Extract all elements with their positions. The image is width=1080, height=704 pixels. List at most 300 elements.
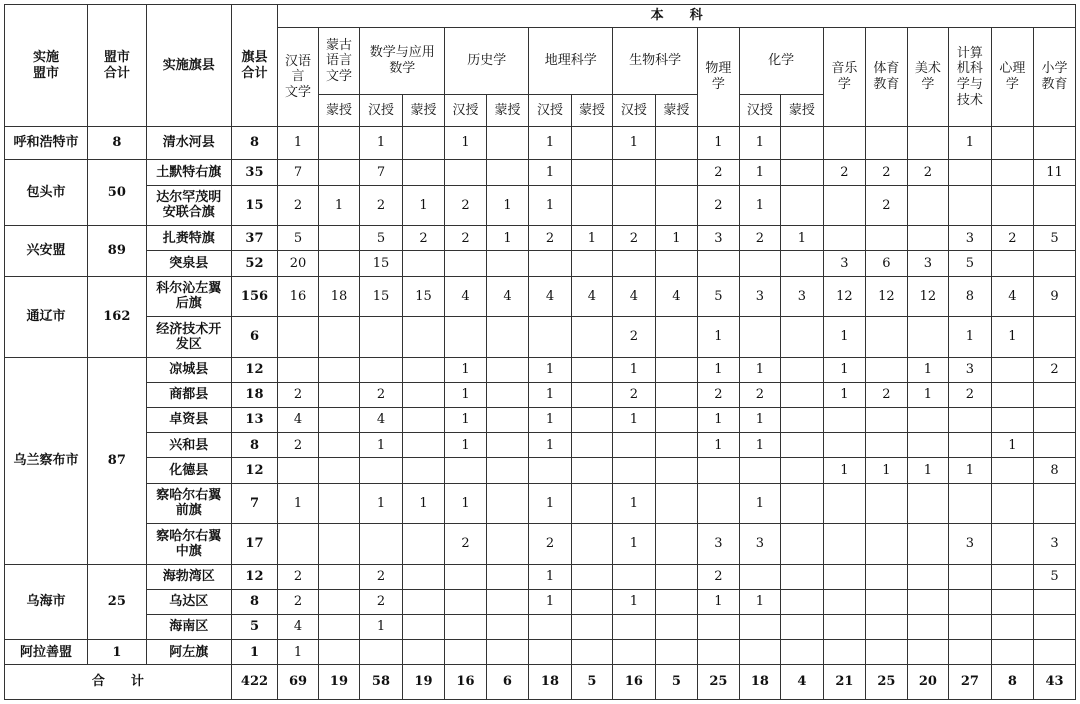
value-cell	[318, 251, 359, 276]
value-cell	[486, 615, 529, 640]
county-total-cell: 8	[231, 433, 278, 458]
header-benke: 本 科	[278, 5, 1076, 28]
value-cell	[991, 640, 1034, 665]
total-value-cell: 18	[529, 665, 572, 700]
value-cell	[823, 226, 866, 251]
total-value-cell: 27	[949, 665, 992, 700]
value-cell	[1034, 483, 1076, 524]
value-cell	[655, 383, 698, 408]
value-cell	[949, 565, 992, 590]
county-cell: 突泉县	[146, 251, 231, 276]
value-cell	[360, 640, 403, 665]
value-cell	[823, 127, 866, 160]
value-cell	[571, 358, 612, 383]
value-cell	[613, 458, 656, 483]
value-cell	[1034, 408, 1076, 433]
value-cell: 1	[781, 226, 824, 251]
sub-han: 汉授	[445, 95, 486, 127]
value-cell	[907, 565, 948, 590]
value-cell	[318, 615, 359, 640]
value-cell	[866, 524, 907, 565]
value-cell	[402, 127, 445, 160]
total-value-cell: 16	[613, 665, 656, 700]
value-cell: 12	[866, 276, 907, 317]
value-cell	[866, 408, 907, 433]
value-cell	[781, 590, 824, 615]
county-cell: 科尔沁左翼 后旗	[146, 276, 231, 317]
value-cell	[866, 590, 907, 615]
header-cs: 计算 机科 学与 技术	[949, 28, 992, 127]
value-cell	[402, 524, 445, 565]
value-cell	[529, 615, 572, 640]
league-cell: 呼和浩特市	[5, 127, 88, 160]
county-total-cell: 12	[231, 565, 278, 590]
league-cell: 阿拉善盟	[5, 640, 88, 665]
total-value-cell: 69	[278, 665, 318, 700]
value-cell	[318, 383, 359, 408]
value-cell: 1	[698, 358, 739, 383]
value-cell: 2	[529, 524, 572, 565]
value-cell: 2	[613, 383, 656, 408]
value-cell: 2	[613, 226, 656, 251]
value-cell: 1	[445, 483, 486, 524]
value-cell	[823, 565, 866, 590]
table-row	[5, 317, 1076, 358]
county-total-cell: 13	[231, 408, 278, 433]
county-cell: 清水河县	[146, 127, 231, 160]
value-cell	[613, 160, 656, 185]
value-cell	[949, 640, 992, 665]
value-cell: 1	[571, 226, 612, 251]
value-cell	[360, 358, 403, 383]
value-cell: 1	[739, 433, 780, 458]
county-total-cell: 18	[231, 383, 278, 408]
header-league-total-text: 盟市 合计	[103, 49, 130, 81]
value-cell	[655, 127, 698, 160]
county-total-cell: 8	[231, 127, 278, 160]
value-cell	[571, 433, 612, 458]
county-total-cell: 52	[231, 251, 278, 276]
value-cell: 2	[360, 383, 403, 408]
value-cell	[486, 127, 529, 160]
value-cell	[739, 565, 780, 590]
value-cell: 2	[698, 185, 739, 226]
county-cell: 卓资县	[146, 408, 231, 433]
value-cell	[907, 590, 948, 615]
value-cell	[907, 408, 948, 433]
value-cell: 2	[360, 590, 403, 615]
value-cell	[445, 565, 486, 590]
table-row	[5, 433, 1076, 458]
value-cell	[613, 433, 656, 458]
value-cell	[613, 615, 656, 640]
value-cell	[529, 640, 572, 665]
value-cell	[907, 483, 948, 524]
county-total-cell: 15	[231, 185, 278, 226]
value-cell	[571, 483, 612, 524]
county-cell: 乌达区	[146, 590, 231, 615]
total-value-cell: 6	[486, 665, 529, 700]
value-cell	[529, 251, 572, 276]
value-cell: 1	[360, 615, 403, 640]
value-cell: 1	[360, 483, 403, 524]
value-cell: 1	[655, 226, 698, 251]
value-cell	[655, 615, 698, 640]
value-cell	[1034, 127, 1076, 160]
value-cell	[781, 317, 824, 358]
table-row	[5, 590, 1076, 615]
value-cell	[991, 524, 1034, 565]
value-cell	[571, 383, 612, 408]
header-music: 音乐 学	[823, 28, 866, 127]
value-cell: 8	[949, 276, 992, 317]
value-cell: 1	[278, 483, 318, 524]
value-cell	[991, 615, 1034, 640]
value-cell	[698, 483, 739, 524]
table-body	[5, 127, 1076, 700]
header-chem: 化学	[739, 28, 823, 95]
total-value-cell: 20	[907, 665, 948, 700]
value-cell	[823, 524, 866, 565]
value-cell: 1	[739, 160, 780, 185]
value-cell: 1	[823, 458, 866, 483]
value-cell	[991, 565, 1034, 590]
value-cell	[991, 383, 1034, 408]
value-cell: 1	[529, 565, 572, 590]
value-cell: 1	[486, 226, 529, 251]
table-row	[5, 408, 1076, 433]
value-cell: 2	[907, 160, 948, 185]
value-cell	[318, 226, 359, 251]
value-cell: 2	[991, 226, 1034, 251]
value-cell	[571, 408, 612, 433]
value-cell: 2	[823, 160, 866, 185]
value-cell: 1	[949, 458, 992, 483]
value-cell	[907, 524, 948, 565]
value-cell: 1	[698, 408, 739, 433]
value-cell: 4	[445, 276, 486, 317]
value-cell: 15	[360, 276, 403, 317]
total-row	[5, 665, 1076, 700]
table-row	[5, 565, 1076, 590]
value-cell: 2	[1034, 358, 1076, 383]
value-cell: 5	[278, 226, 318, 251]
value-cell	[907, 640, 948, 665]
header-psy: 心理 学	[991, 28, 1034, 127]
county-cell: 凉城县	[146, 358, 231, 383]
value-cell	[907, 127, 948, 160]
value-cell	[991, 408, 1034, 433]
value-cell	[655, 408, 698, 433]
value-cell: 12	[823, 276, 866, 317]
county-total-cell: 5	[231, 615, 278, 640]
value-cell	[781, 640, 824, 665]
county-total-cell: 35	[231, 160, 278, 185]
value-cell	[739, 640, 780, 665]
value-cell: 1	[698, 433, 739, 458]
value-cell: 1	[360, 433, 403, 458]
value-cell: 2	[278, 185, 318, 226]
header-art: 美术 学	[907, 28, 948, 127]
county-cell: 海勃湾区	[146, 565, 231, 590]
value-cell	[486, 317, 529, 358]
value-cell: 1	[698, 590, 739, 615]
header-history: 历史学	[445, 28, 529, 95]
value-cell: 4	[360, 408, 403, 433]
value-cell	[698, 640, 739, 665]
value-cell: 15	[360, 251, 403, 276]
value-cell	[655, 317, 698, 358]
league-total-cell: 162	[87, 276, 146, 358]
table-row	[5, 358, 1076, 383]
league-total-cell: 89	[87, 226, 146, 276]
value-cell: 1	[529, 433, 572, 458]
value-cell: 2	[866, 160, 907, 185]
value-cell: 3	[907, 251, 948, 276]
league-total-cell: 87	[87, 358, 146, 565]
county-total-cell: 8	[231, 590, 278, 615]
value-cell	[318, 127, 359, 160]
county-cell: 阿左旗	[146, 640, 231, 665]
value-cell: 2	[278, 590, 318, 615]
value-cell	[613, 565, 656, 590]
value-cell	[866, 433, 907, 458]
table-row	[5, 458, 1076, 483]
value-cell: 1	[360, 127, 403, 160]
value-cell: 1	[613, 358, 656, 383]
county-cell: 扎赉特旗	[146, 226, 231, 251]
value-cell	[571, 524, 612, 565]
value-cell: 1	[445, 127, 486, 160]
value-cell	[445, 615, 486, 640]
value-cell	[402, 160, 445, 185]
value-cell	[739, 615, 780, 640]
county-cell: 海南区	[146, 615, 231, 640]
value-cell: 16	[278, 276, 318, 317]
value-cell	[278, 317, 318, 358]
value-cell: 1	[907, 383, 948, 408]
table-row	[5, 383, 1076, 408]
value-cell: 1	[445, 383, 486, 408]
value-cell	[278, 524, 318, 565]
value-cell: 5	[1034, 565, 1076, 590]
value-cell	[781, 358, 824, 383]
value-cell	[1034, 615, 1076, 640]
value-cell	[318, 483, 359, 524]
header-mengyu: 蒙古 语言 文学	[318, 28, 359, 95]
value-cell	[866, 483, 907, 524]
value-cell	[949, 185, 992, 226]
value-cell: 1	[739, 408, 780, 433]
value-cell	[655, 251, 698, 276]
header-math: 数学与应用 数学	[360, 28, 445, 95]
total-value-cell: 8	[991, 665, 1034, 700]
league-total-cell: 8	[87, 127, 146, 160]
value-cell: 1	[613, 408, 656, 433]
value-cell	[1034, 383, 1076, 408]
value-cell: 18	[318, 276, 359, 317]
value-cell	[1034, 185, 1076, 226]
value-cell	[823, 640, 866, 665]
value-cell	[318, 458, 359, 483]
total-value-cell: 18	[739, 665, 780, 700]
value-cell	[486, 458, 529, 483]
value-cell	[445, 160, 486, 185]
header-league-text: 实施 盟市	[32, 49, 59, 81]
value-cell	[655, 565, 698, 590]
value-cell	[1034, 317, 1076, 358]
value-cell	[991, 127, 1034, 160]
value-cell: 3	[698, 524, 739, 565]
value-cell: 2	[698, 160, 739, 185]
value-cell	[949, 160, 992, 185]
value-cell	[823, 590, 866, 615]
value-cell	[655, 160, 698, 185]
value-cell	[781, 524, 824, 565]
value-cell	[949, 433, 992, 458]
value-cell	[486, 358, 529, 383]
total-value-cell: 19	[402, 665, 445, 700]
table-row	[5, 615, 1076, 640]
value-cell: 7	[360, 160, 403, 185]
value-cell	[907, 226, 948, 251]
value-cell	[781, 383, 824, 408]
total-value-cell: 19	[318, 665, 359, 700]
total-value-cell: 5	[655, 665, 698, 700]
value-cell	[823, 433, 866, 458]
value-cell	[571, 565, 612, 590]
value-cell	[907, 615, 948, 640]
value-cell: 4	[278, 408, 318, 433]
header-geo: 地理科学	[529, 28, 613, 95]
value-cell	[402, 433, 445, 458]
value-cell	[739, 458, 780, 483]
value-cell	[781, 458, 824, 483]
sub-meng: 蒙授	[486, 95, 529, 127]
value-cell	[360, 317, 403, 358]
value-cell	[655, 185, 698, 226]
value-cell	[781, 408, 824, 433]
sub-han: 汉授	[739, 95, 780, 127]
value-cell: 2	[739, 383, 780, 408]
value-cell: 1	[991, 433, 1034, 458]
header-county-total	[231, 5, 278, 127]
county-cell: 兴和县	[146, 433, 231, 458]
total-label: 合 计	[5, 665, 232, 700]
value-cell: 8	[1034, 458, 1076, 483]
header-hanyu: 汉语 言 文学	[278, 28, 318, 127]
value-cell: 2	[278, 565, 318, 590]
value-cell	[318, 590, 359, 615]
value-cell: 1	[698, 127, 739, 160]
value-cell	[571, 160, 612, 185]
value-cell	[1034, 251, 1076, 276]
value-cell: 1	[739, 185, 780, 226]
value-cell: 2	[360, 185, 403, 226]
value-cell: 4	[278, 615, 318, 640]
value-cell: 1	[613, 524, 656, 565]
value-cell: 2	[402, 226, 445, 251]
value-cell	[529, 458, 572, 483]
value-cell: 1	[739, 358, 780, 383]
total-value-cell: 21	[823, 665, 866, 700]
value-cell	[571, 251, 612, 276]
value-cell: 3	[823, 251, 866, 276]
county-cell: 察哈尔右翼 中旗	[146, 524, 231, 565]
value-cell: 15	[402, 276, 445, 317]
table-row	[5, 185, 1076, 226]
value-cell: 3	[1034, 524, 1076, 565]
county-total-cell: 37	[231, 226, 278, 251]
value-cell	[278, 358, 318, 383]
value-cell: 1	[529, 483, 572, 524]
value-cell	[278, 458, 318, 483]
value-cell	[402, 317, 445, 358]
value-cell	[655, 458, 698, 483]
sub-meng: 蒙授	[571, 95, 612, 127]
county-total-cell: 6	[231, 317, 278, 358]
value-cell	[655, 483, 698, 524]
county-total-cell: 17	[231, 524, 278, 565]
value-cell	[402, 640, 445, 665]
total-value-cell: 4	[781, 665, 824, 700]
value-cell	[613, 251, 656, 276]
league-total-cell: 1	[87, 640, 146, 665]
value-cell	[402, 408, 445, 433]
value-cell	[866, 226, 907, 251]
value-cell	[486, 433, 529, 458]
value-cell	[781, 483, 824, 524]
value-cell: 1	[318, 185, 359, 226]
county-cell: 察哈尔右翼 前旗	[146, 483, 231, 524]
value-cell	[823, 408, 866, 433]
value-cell: 1	[991, 317, 1034, 358]
value-cell: 1	[907, 358, 948, 383]
value-cell: 2	[698, 565, 739, 590]
value-cell	[486, 565, 529, 590]
county-total-cell: 12	[231, 358, 278, 383]
value-cell	[1034, 640, 1076, 665]
value-cell: 4	[486, 276, 529, 317]
value-cell	[655, 433, 698, 458]
value-cell	[486, 483, 529, 524]
value-cell: 2	[360, 565, 403, 590]
value-cell: 2	[445, 185, 486, 226]
value-cell	[402, 565, 445, 590]
value-cell	[866, 640, 907, 665]
table-row	[5, 483, 1076, 524]
value-cell	[991, 251, 1034, 276]
value-cell	[1034, 590, 1076, 615]
value-cell: 2	[445, 226, 486, 251]
value-cell: 1	[739, 127, 780, 160]
value-cell	[318, 640, 359, 665]
value-cell: 2	[278, 433, 318, 458]
value-cell	[907, 433, 948, 458]
value-cell	[318, 317, 359, 358]
value-cell: 1	[445, 408, 486, 433]
value-cell: 1	[949, 127, 992, 160]
value-cell: 1	[739, 483, 780, 524]
league-total-cell: 25	[87, 565, 146, 640]
table-row	[5, 640, 1076, 665]
value-cell: 2	[866, 383, 907, 408]
value-cell	[571, 590, 612, 615]
value-cell	[486, 408, 529, 433]
value-cell	[445, 251, 486, 276]
value-cell: 4	[571, 276, 612, 317]
value-cell	[655, 358, 698, 383]
